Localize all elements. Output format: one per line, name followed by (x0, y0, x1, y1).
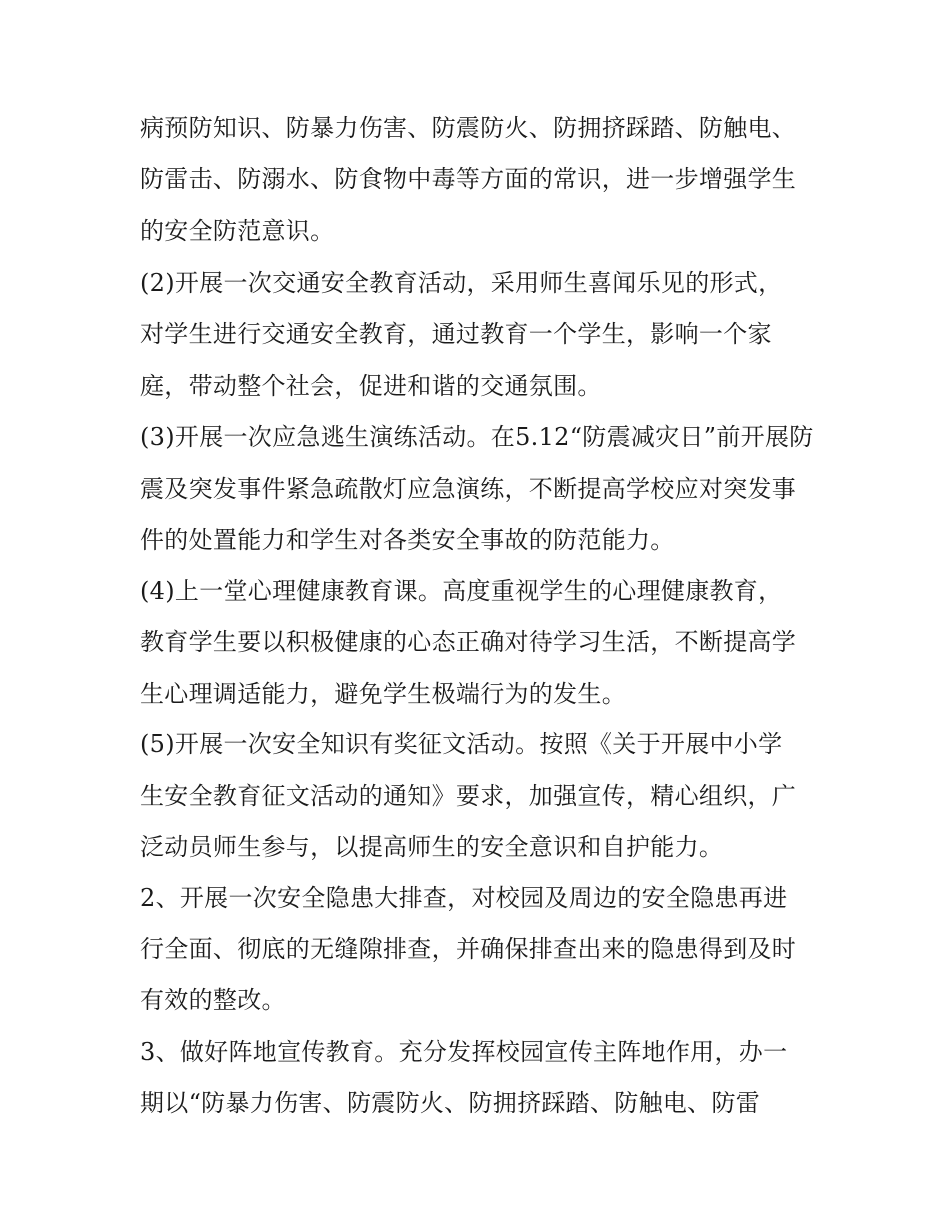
text-line: (4)上一堂心理健康教育课。高度重视学生的心理健康教育， (140, 577, 783, 605)
text-line: 庭，带动整个社会，促进和谐的交通氛围。 (140, 372, 602, 400)
text-line: 有效的整改。 (140, 986, 286, 1014)
text-line: (2)开展一次交通安全教育活动，采用师生喜闻乐见的形式， (140, 269, 783, 297)
text-line: 防雷击、防溺水、防食物中毒等方面的常识，进一步增强学生 (140, 165, 797, 193)
text-line: (5)开展一次安全知识有奖征文活动。按照《关于开展中小学 (140, 730, 783, 758)
text-line: 件的处置能力和学生对各类安全事故的防范能力。 (140, 526, 675, 554)
text-line: 对学生进行交通安全教育，通过教育一个学生，影响一个家 (140, 320, 772, 348)
text-line: 的安全防范意识。 (140, 217, 335, 245)
text-line: 期以“防暴力伤害、防震防火、防拥挤踩踏、防触电、防雷 (140, 1089, 761, 1117)
text-line: 生心理调适能力，避免学生极端行为的发生。 (140, 680, 626, 708)
text-line: (3)开展一次应急逃生演练活动。在5.12“防震减灾日”前开展防 (140, 423, 814, 451)
text-line: 行全面、彻底的无缝隙排查，并确保排查出来的隐患得到及时 (140, 935, 797, 963)
text-line: 病预防知识、防暴力伤害、防震防火、防拥挤踩踏、防触电、 (140, 114, 797, 142)
text-line: 泛动员师生参与，以提高师生的安全意识和自护能力。 (140, 833, 724, 861)
text-line: 生安全教育征文活动的通知》要求，加强宣传，精心组织，广 (140, 782, 797, 810)
text-line: 教育学生要以积极健康的心态正确对待学习生活，不断提高学 (140, 628, 797, 656)
text-line: 3、做好阵地宣传教育。充分发挥校园宣传主阵地作用，办一 (140, 1038, 788, 1066)
text-line: 2、开展一次安全隐患大排查，对校园及周边的安全隐患再进 (140, 884, 788, 912)
text-line: 震及突发事件紧急疏散灯应急演练，不断提高学校应对突发事 (140, 475, 797, 503)
